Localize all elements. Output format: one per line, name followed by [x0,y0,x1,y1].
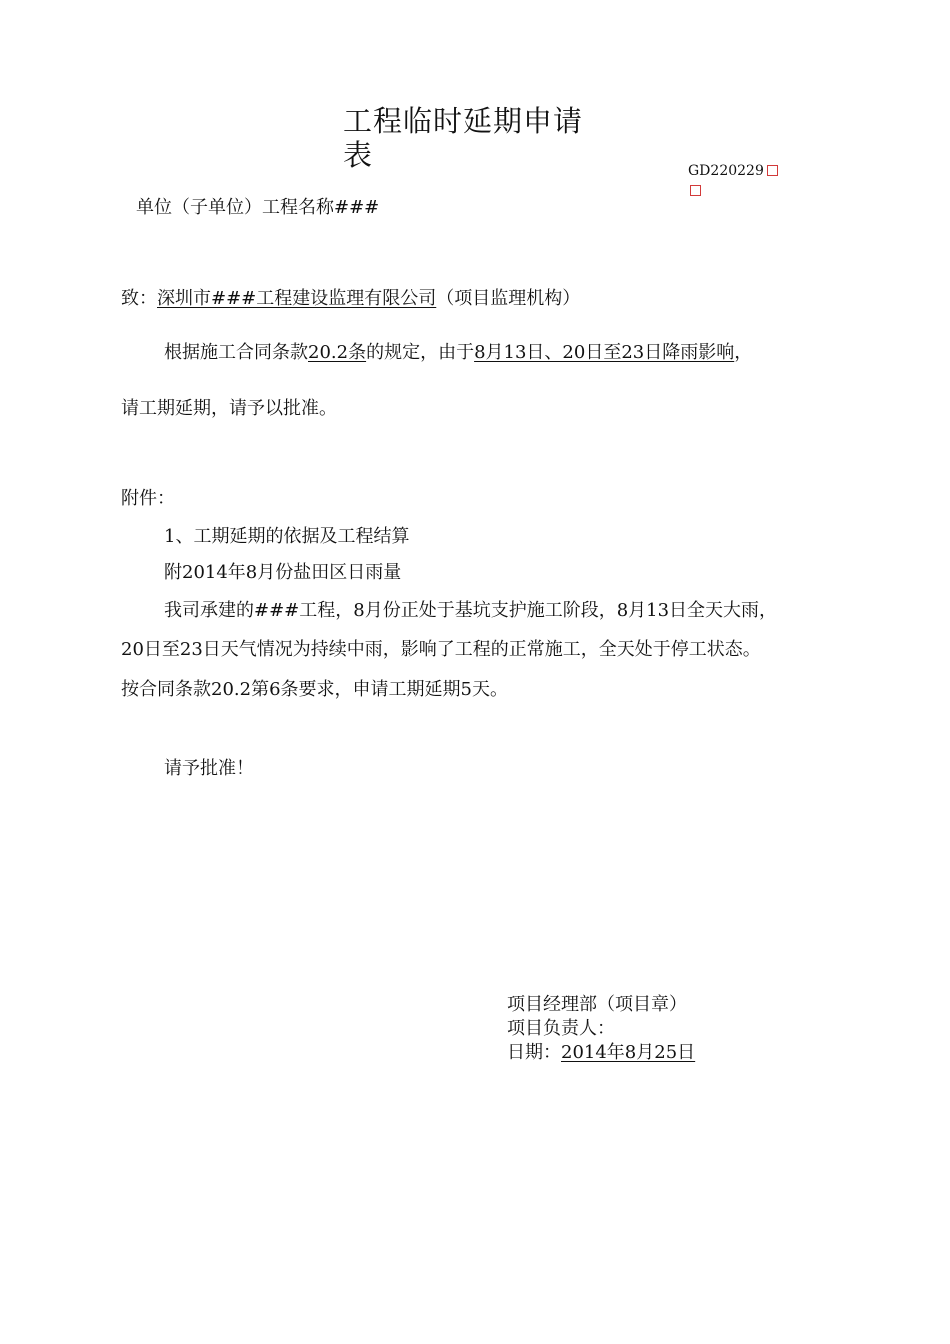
attachment-body-1: 我司承建的###工程，8月份正处于基坑支护施工阶段，8月13日全天大雨， [164,600,778,621]
request-text-2: 的规定，由于 [366,342,475,363]
date-label: 日期： [507,1042,561,1063]
request-text-3: ， [734,342,753,363]
request-text-1: 根据施工合同条款 [164,342,308,363]
signature-person: 项目负责人： [507,1018,615,1039]
addressee-line [121,287,580,311]
attachment-item-1: 1、工期延期的依据及工程结算 [164,526,410,547]
checkbox-icon [767,165,778,176]
form-code-line2 [688,182,701,200]
request-line-2: 请工期延期，请予以批准。 [121,398,337,419]
addressee-prefix: 致： [121,288,157,309]
closing-text: 请予批准！ [164,758,254,779]
contract-clause: 20.2条 [308,342,367,363]
request-line-1 [164,341,752,365]
attachment-body-2: 20日至23日天气情况为持续中雨，影响了工程的正常施工，全天处于停工状态。 [121,639,761,660]
attachment-item-2: 附2014年8月份盐田区日雨量 [164,562,402,583]
signature-date [507,1041,695,1065]
signature-dept: 项目经理部（项目章） [507,994,687,1015]
project-name: 单位（子单位）工程名称### [136,197,380,218]
document-title-line2: 表 [343,138,374,172]
document-title-line1: 工程临时延期申请 [343,104,584,138]
delay-reason: 8月13日、20日至23日降雨影响 [474,342,735,363]
form-code-text: GD220229 [688,163,764,179]
addressee-suffix: （项目监理机构） [436,288,581,309]
attachments-label: 附件： [121,488,175,509]
checkbox-icon [690,185,701,196]
attachment-body-3: 按合同条款20.2第6条要求，申请工期延期5天。 [121,679,508,700]
date-value: 2014年8月25日 [561,1042,696,1063]
supervisor-company: 深圳市###工程建设监理有限公司 [157,288,437,309]
form-code [688,162,778,180]
